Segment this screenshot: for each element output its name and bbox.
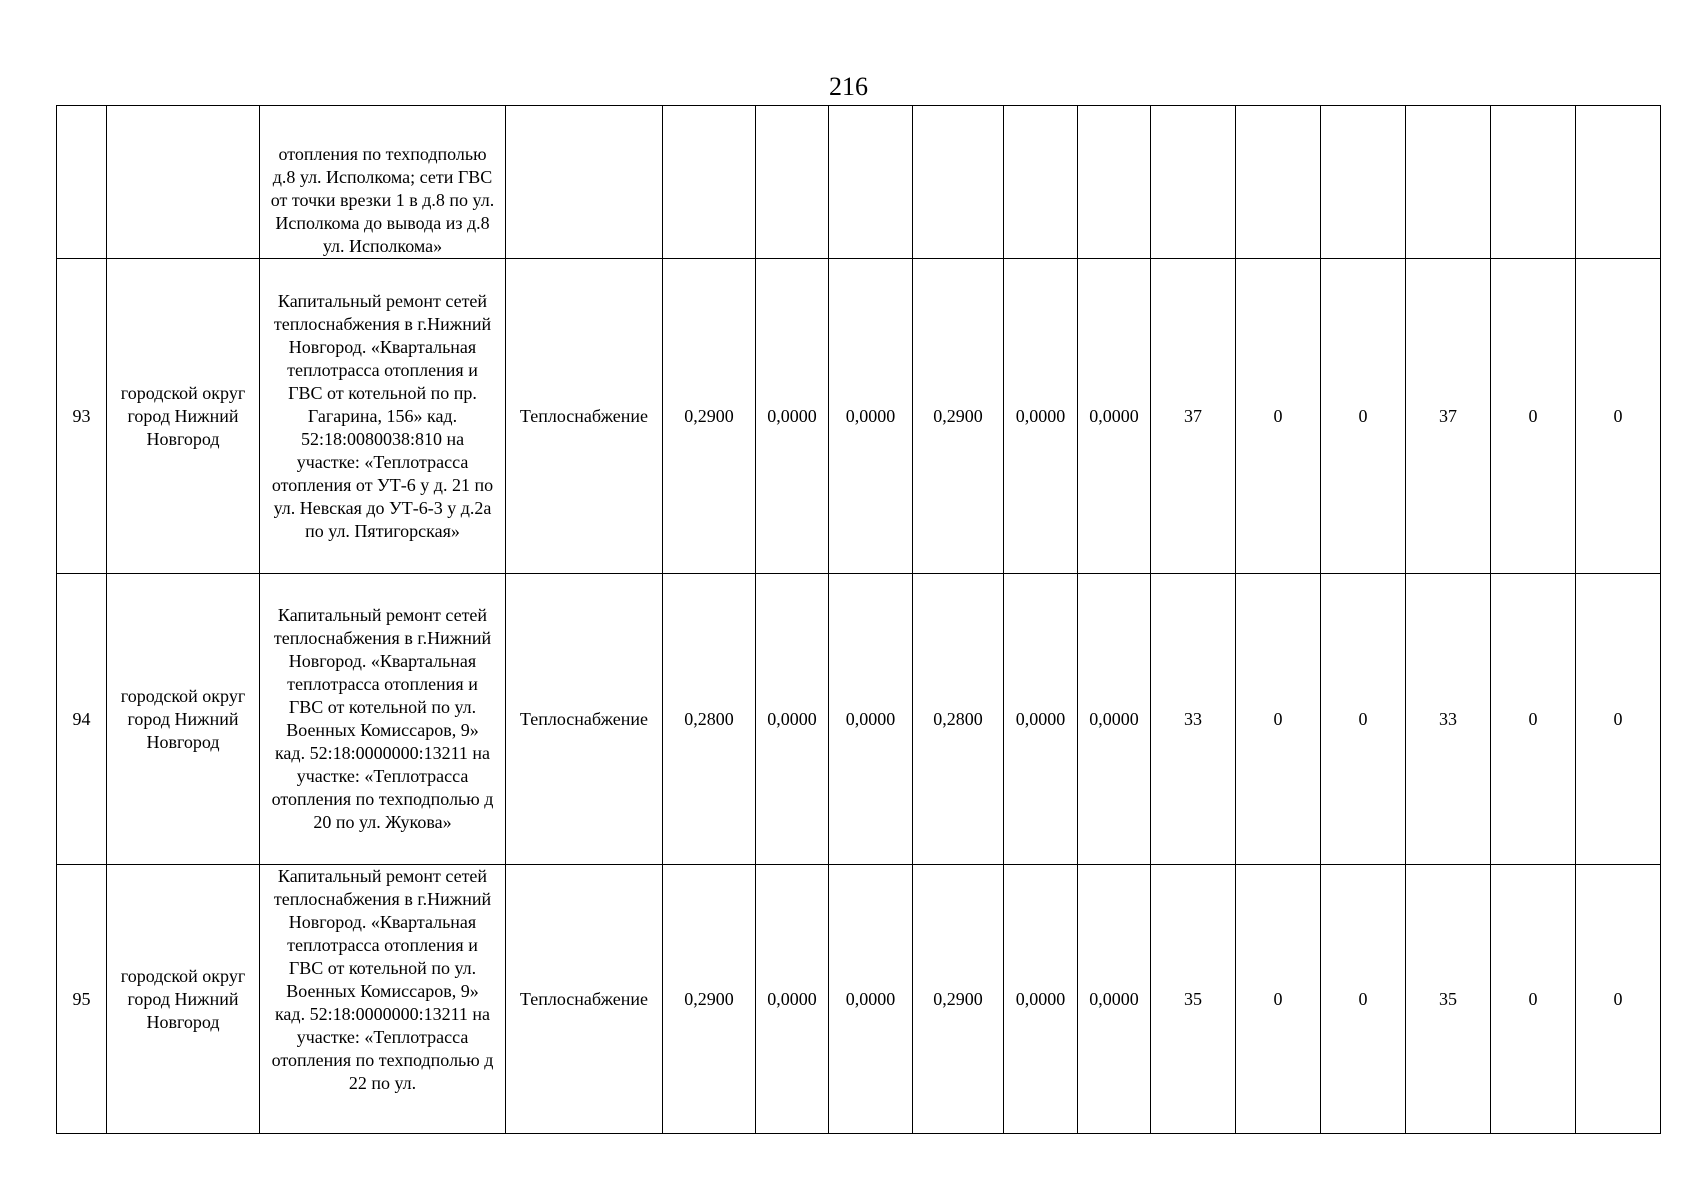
- cell-number: [57, 106, 107, 259]
- cell-count: 0: [1236, 259, 1321, 574]
- cell-value: 0,0000: [1078, 574, 1151, 865]
- cell-count: [1151, 106, 1236, 259]
- table-row: [57, 574, 1661, 865]
- cell-number: 94: [57, 574, 107, 865]
- page-number: 216: [829, 72, 868, 101]
- cell-value: 0,0000: [756, 865, 829, 1134]
- cell-value: 0,0000: [1004, 574, 1078, 865]
- cell-type: Теплоснабжение: [506, 574, 663, 865]
- cell-count: 0: [1321, 574, 1406, 865]
- cell-value: [1004, 106, 1078, 259]
- cell-value: 0,2900: [663, 259, 756, 574]
- cell-count: 0: [1576, 865, 1661, 1134]
- cell-type: Теплоснабжение: [506, 259, 663, 574]
- cell-territory: городской округ город Нижний Новгород: [107, 865, 260, 1134]
- cell-count: 0: [1491, 865, 1576, 1134]
- cell-value: 0,0000: [829, 259, 913, 574]
- table-row: [57, 106, 1661, 259]
- cell-value: [913, 106, 1004, 259]
- cell-value: [756, 106, 829, 259]
- cell-count: 37: [1406, 259, 1491, 574]
- cell-value: 0,0000: [829, 865, 913, 1134]
- cell-count: 0: [1576, 574, 1661, 865]
- cell-description: отопления по техподполью д.8 ул. Исполкома; сети ГВС от точки врезки 1 в д.8 по ул. Исполкома до вывода из д.8 ул. Исполкома»: [260, 106, 506, 259]
- cell-count: [1321, 106, 1406, 259]
- cell-count: [1576, 106, 1661, 259]
- cell-count: 35: [1151, 865, 1236, 1134]
- cell-territory: городской округ город Нижний Новгород: [107, 259, 260, 574]
- cell-count: 0: [1236, 574, 1321, 865]
- table-row: [57, 865, 1661, 1134]
- cell-count: 35: [1406, 865, 1491, 1134]
- cell-count: 37: [1151, 259, 1236, 574]
- cell-description: Капитальный ремонт сетей теплоснабжения в г.Нижний Новгород. «Квартальная теплотрасса отопления и ГВС от котельной по пр. Гагарина, 156» кад. 52:18:0080038:810 на участке: «Теплотрасса отопления от УТ-6 у д. 21 по ул. Невская до УТ-6-3 у д.2а по ул. Пятигорская»: [260, 259, 506, 574]
- cell-value: 0,0000: [829, 574, 913, 865]
- cell-value: 0,0000: [1078, 865, 1151, 1134]
- cell-value: 0,2900: [663, 865, 756, 1134]
- cell-value: 0,2900: [913, 865, 1004, 1134]
- cell-type: Теплоснабжение: [506, 865, 663, 1134]
- cell-count: 0: [1321, 865, 1406, 1134]
- cell-value: 0,2900: [913, 259, 1004, 574]
- cell-number: 93: [57, 259, 107, 574]
- cell-count: 0: [1491, 259, 1576, 574]
- cell-count: 33: [1151, 574, 1236, 865]
- cell-count: [1406, 106, 1491, 259]
- table-row: [57, 259, 1661, 574]
- cell-count: [1491, 106, 1576, 259]
- cell-value: 0,0000: [1078, 259, 1151, 574]
- cell-type: [506, 106, 663, 259]
- cell-value: [829, 106, 913, 259]
- cell-value: 0,0000: [1004, 865, 1078, 1134]
- cell-value: 0,2800: [913, 574, 1004, 865]
- cell-count: 0: [1321, 259, 1406, 574]
- cell-territory: городской округ город Нижний Новгород: [107, 574, 260, 865]
- cell-value: 0,0000: [756, 259, 829, 574]
- cell-count: 33: [1406, 574, 1491, 865]
- cell-count: 0: [1491, 574, 1576, 865]
- cell-value: 0,2800: [663, 574, 756, 865]
- cell-number: 95: [57, 865, 107, 1134]
- cell-count: [1236, 106, 1321, 259]
- cell-count: 0: [1236, 865, 1321, 1134]
- cell-value: 0,0000: [756, 574, 829, 865]
- cell-territory: [107, 106, 260, 259]
- cell-description: Капитальный ремонт сетей теплоснабжения в г.Нижний Новгород. «Квартальная теплотрасса отопления и ГВС от котельной по ул. Военных Комиссаров, 9» кад. 52:18:0000000:13211 на участке: «Теплотрасса отопления по техподполью д 22 по ул.: [260, 865, 506, 1134]
- cell-value: 0,0000: [1004, 259, 1078, 574]
- data-table: [56, 105, 1661, 1134]
- cell-description: Капитальный ремонт сетей теплоснабжения в г.Нижний Новгород. «Квартальная теплотрасса отопления и ГВС от котельной по ул. Военных Комиссаров, 9» кад. 52:18:0000000:13211 на участке: «Теплотрасса отопления по техподполью д 20 по ул. Жукова»: [260, 574, 506, 865]
- cell-value: [663, 106, 756, 259]
- cell-count: 0: [1576, 259, 1661, 574]
- cell-value: [1078, 106, 1151, 259]
